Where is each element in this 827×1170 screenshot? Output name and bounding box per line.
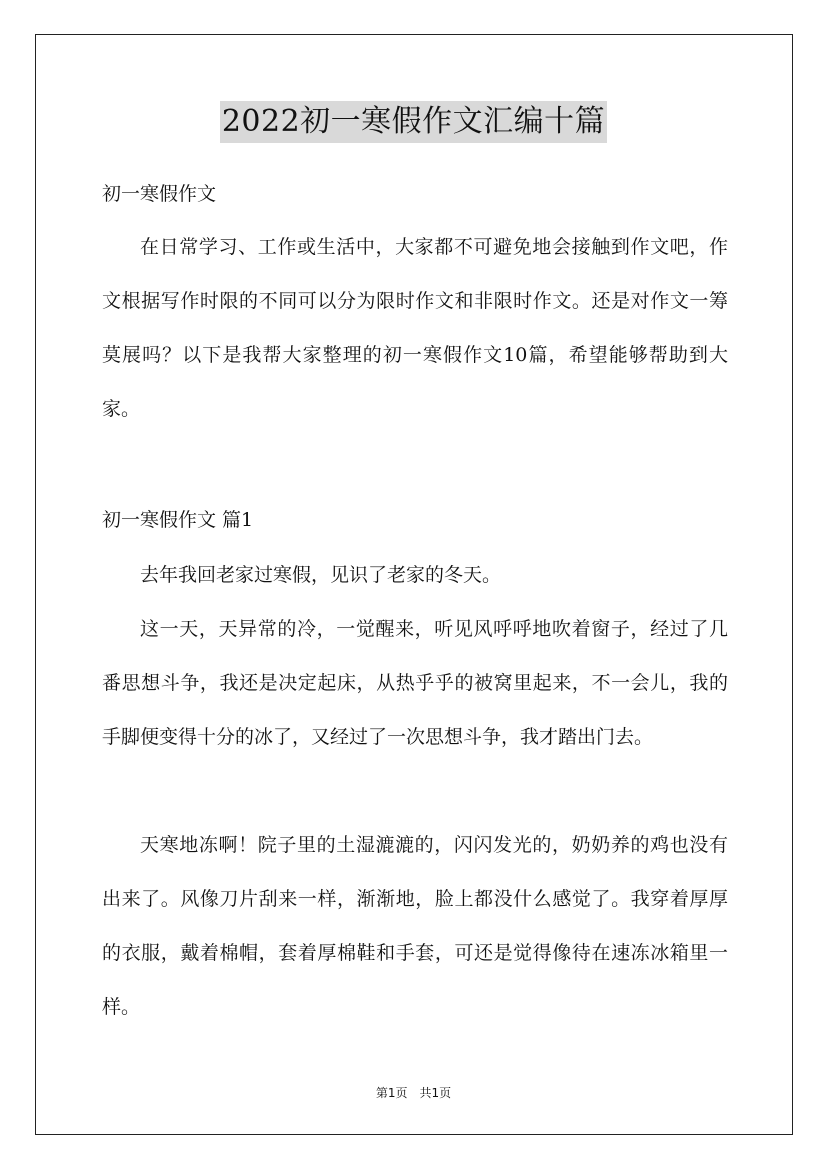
page-number-footer: 第1页 共1页 — [375, 1086, 452, 1100]
section-heading: 初一寒假作文 篇1 — [102, 509, 254, 531]
body-paragraph: 去年我回老家过寒假，见识了老家的冬天。 — [140, 564, 502, 586]
intro-heading: 初一寒假作文 — [102, 183, 217, 205]
body-paragraph: 这一天，天异常的冷，一觉醒来，听见风呼呼地吹着窗子，经过了几番思想斗争，我还是决定起床，从热乎乎的被窝里起来，不一会儿，我的手脚便变得十分的冰了，又经过了一次思想斗争，我才踏出门去。 — [102, 618, 728, 748]
document-title: 2022初一寒假作文汇编十篇 — [220, 101, 607, 143]
title-container — [0, 101, 827, 143]
body-paragraph: 天寒地冻啊！院子里的土湿漉漉的，闪闪发光的，奶奶养的鸡也没有出来了。风像刀片刮来一样，渐渐地，脸上都没什么感觉了。我穿着厚厚的衣服，戴着棉帽，套着厚棉鞋和手套，可还是觉得像待在速冻冰箱里一样。 — [102, 834, 728, 1018]
intro-paragraph: 在日常学习、工作或生活中，大家都不可避免地会接触到作文吧，作文根据写作时限的不同可以分为限时作文和非限时作文。还是对作文一筹莫展吗？以下是我帮大家整理的初一寒假作文10篇，希望能够帮助到大家。 — [102, 236, 728, 420]
